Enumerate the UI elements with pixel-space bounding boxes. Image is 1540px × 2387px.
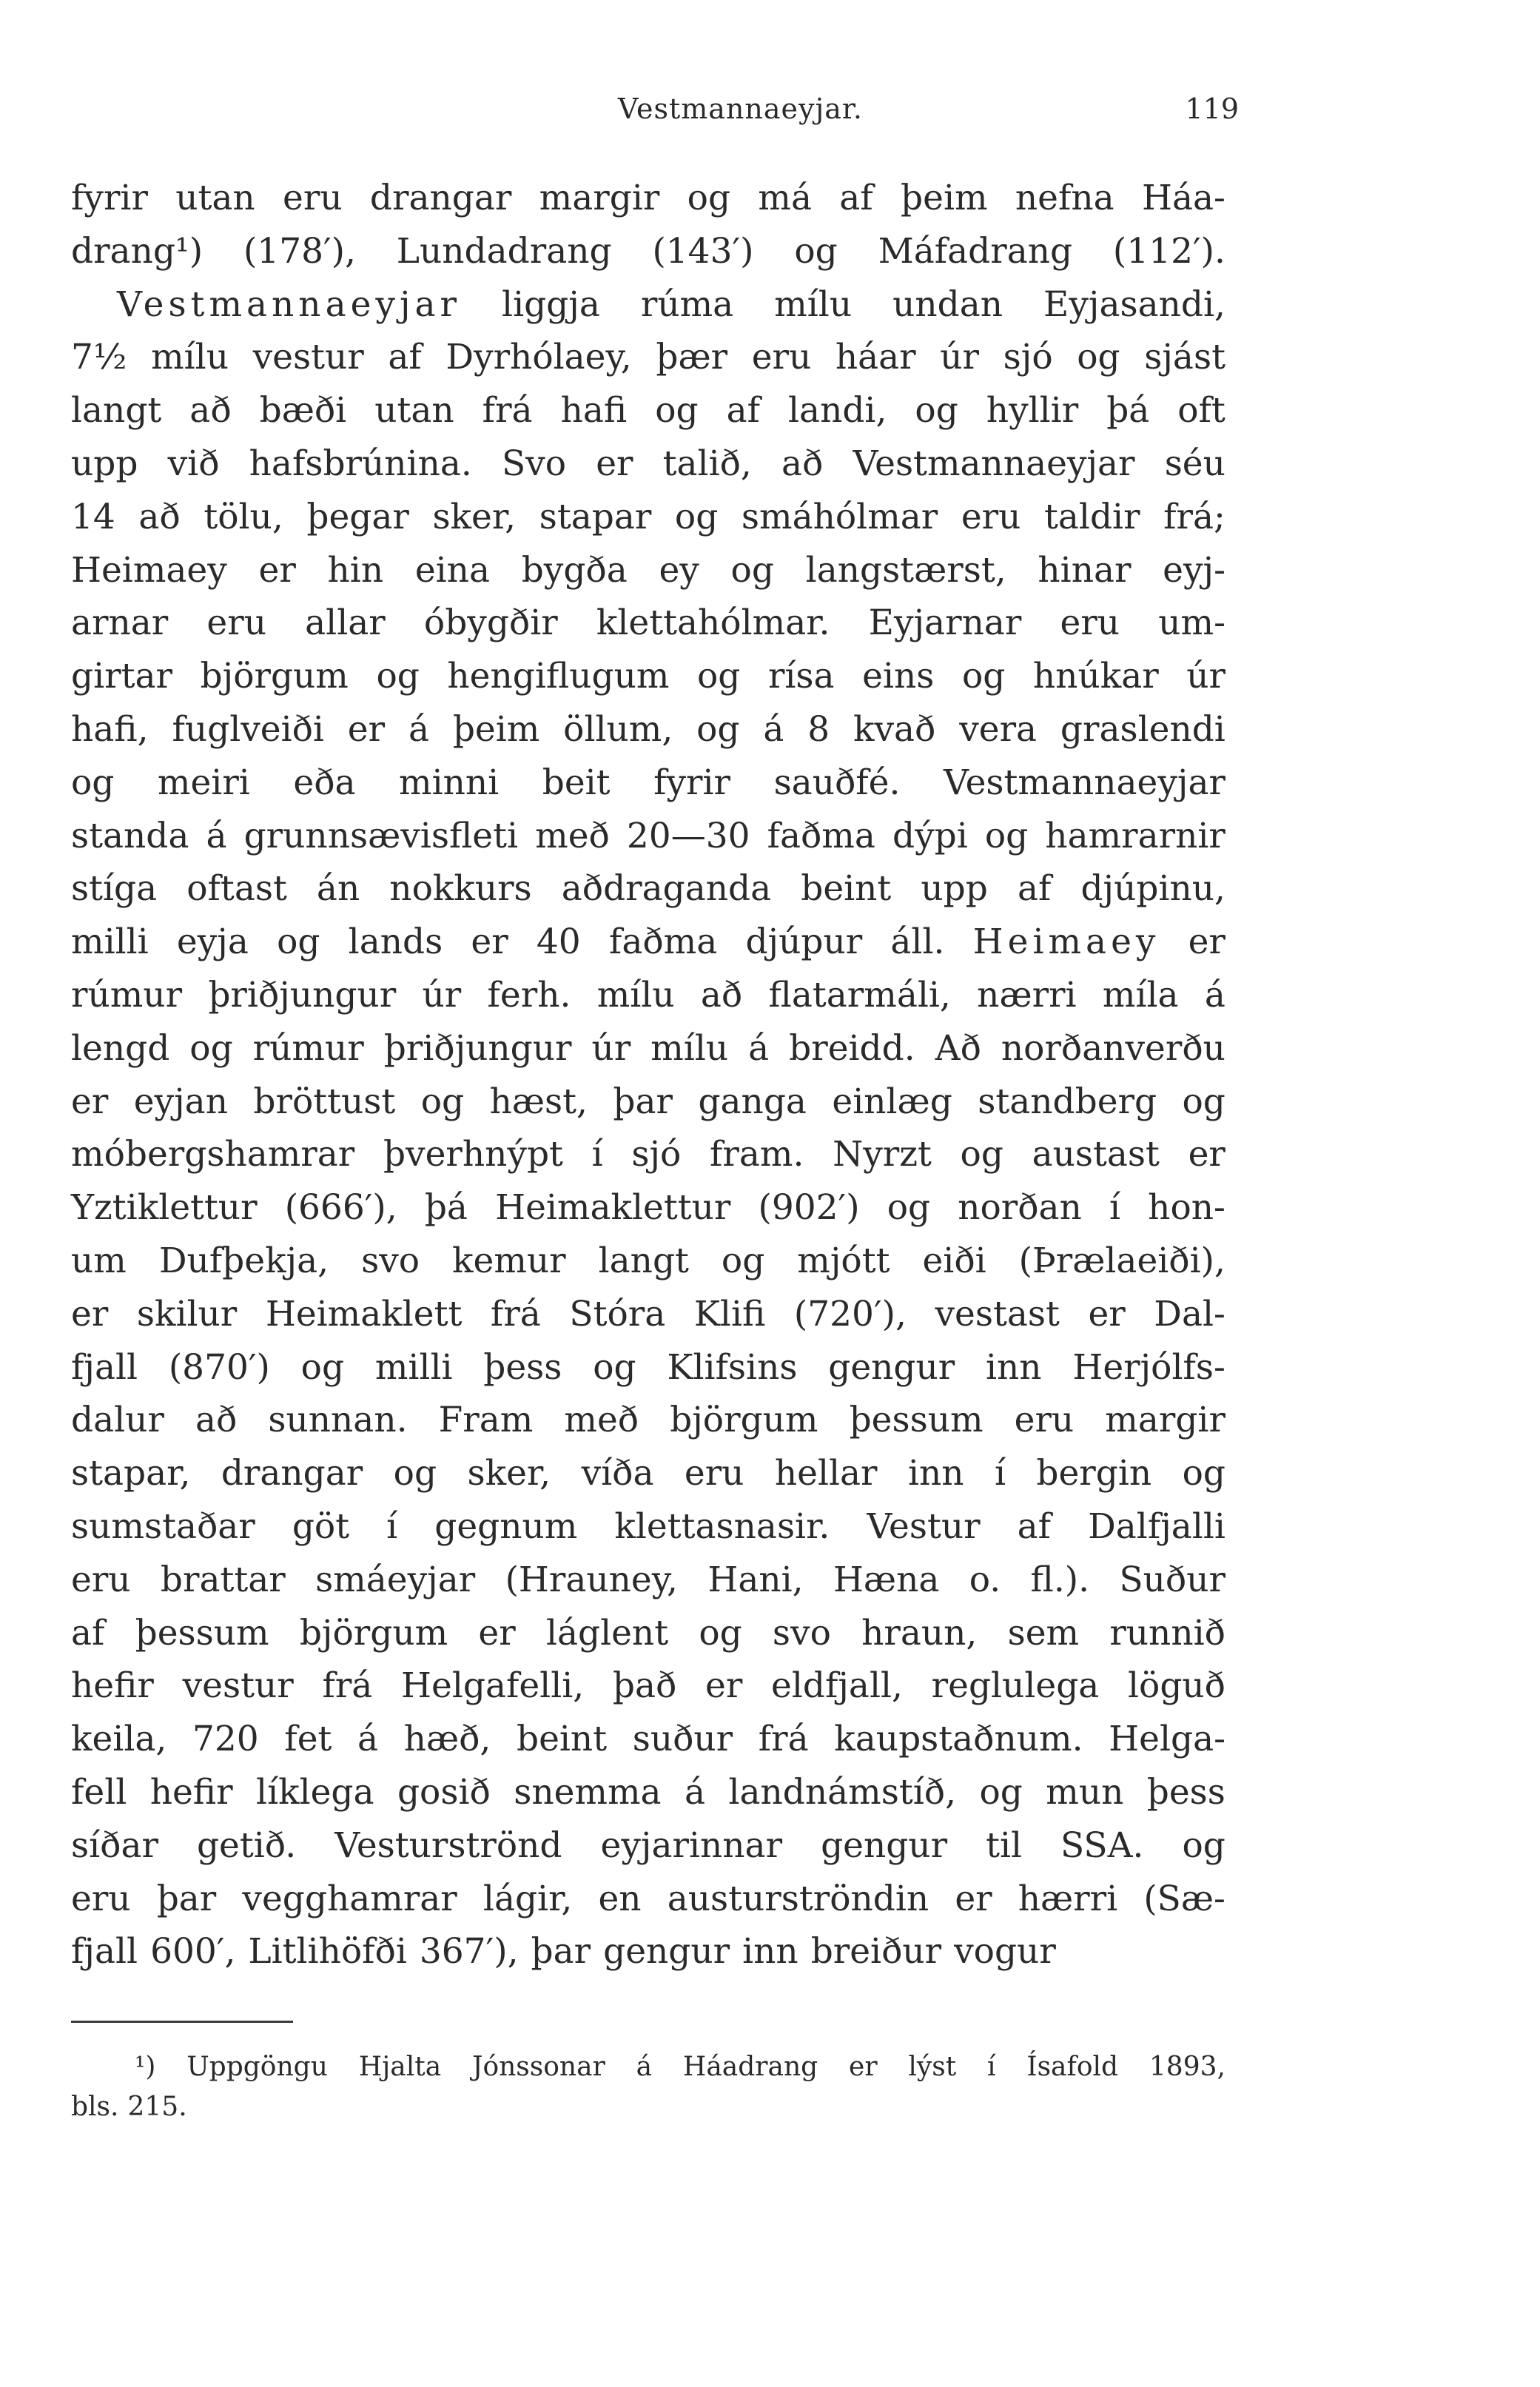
text-line: móbergshamrar þverhnýpt í sjó fram. Nyrzt og austast er [71,1134,1225,1175]
text-line: fell hefir líklega gosið snemma á landnámstíð, og mun þess [71,1771,1225,1813]
text-line: fjall 600′, Litlihöfði 367′), þar gengur inn breiður vogur [71,1931,1056,1973]
text-line: fyrir utan eru drangar margir og má af þeim nefna Háa- [71,178,1225,218]
text-line: Heimaey er hin eina bygða ey og langstærst, hinar eyj- [71,549,1225,591]
text-line: dalur að sunnan. Fram með björgum þessum eru margir [71,1400,1225,1441]
text-line: er skilur Heimaklett frá Stóra Klifi (720′), vestast er Dal- [71,1293,1225,1334]
text-line: um Dufþekja, svo kemur langt og mjótt eiði (Þrælaeiði), [71,1240,1225,1281]
text-line: standa á grunnsævisfleti með 20—30 faðma dýpi og hamrarnir [71,815,1225,856]
text-line: stapar, drangar og sker, víða eru hellar inn í bergin og [71,1453,1225,1494]
text-line: stíga oftast án nokkurs aðdraganda beint upp af djúpinu, [71,868,1225,910]
text-line: langt að bæði utan frá hafi og af landi, og hyllir þá oft [71,390,1225,432]
text-line: af þessum björgum er láglent og svo hraun, sem runnið [71,1612,1225,1654]
text-line: keila, 720 fet á hæð, beint suður frá kaupstaðnum. Helga- [71,1719,1225,1760]
footnote [71,2047,1225,2127]
text-line: 7½ mílu vestur af Dyrhólaey, þær eru háar úr sjó og sjást [71,337,1225,378]
text-line: og meiri eða minni beit fyrir sauðfé. Vestmannaeyjar [71,762,1225,803]
text-line: upp við hafsbrúnina. Svo er talið, að Vestmannaeyjar séu [71,443,1225,484]
text-line: síðar getið. Vesturströnd eyjarinnar gengur til SSA. og [71,1824,1225,1866]
text-line: hefir vestur frá Helgafelli, það er eldfjall, reglulega löguð [71,1665,1225,1707]
text-line: milli eyja og lands er 40 faðma djúpur áll. Heimaey er [71,921,1225,963]
text-line: eru brattar smáeyjar (Hrauney, Hani, Hæna o. fl.). Suður [71,1559,1225,1600]
text-line: Vestmannaeyjar liggja rúma mílu undan Eyjasandi, [117,283,1225,325]
text-line: eru þar vegghamrar lágir, en austurströndin er hærri (Sæ- [71,1878,1225,1919]
page-number: 119 [1185,93,1239,125]
text-line: Yztiklettur (666′), þá Heimaklettur (902′) og norðan í hon- [71,1187,1225,1229]
text-line: sumstaðar göt í gegnum klettasnasir. Vestur af Dalfjalli [71,1505,1225,1547]
footnote-line-1: ¹) Uppgöngu Hjalta Jónssonar á Háadrang er lýst í Ísafold 1893, [135,2052,1225,2082]
text-line: girtar björgum og hengiflugum og rísa eins og hnúkar úr [71,656,1225,697]
text-line: rúmur þriðjungur úr ferh. mílu að flatarmáli, nærri míla á [71,974,1225,1015]
text-line: arnar eru allar óbygðir klettahólmar. Eyjarnar eru um- [71,602,1225,644]
text-line: er eyjan bröttust og hæst, þar ganga einlæg standberg og [71,1081,1225,1122]
footnote-line-2: bls. 215. [71,2092,187,2122]
text-line: hafi, fuglveiði er á þeim öllum, og á 8 kvað vera graslendi [71,708,1225,750]
text-line: fjall (870′) og milli þess og Klifsins gengur inn Herjólfs- [71,1346,1225,1388]
footnote-rule [71,2021,293,2023]
text-line: lengd og rúmur þriðjungur úr mílu á breidd. Að norðanverðu [71,1027,1225,1069]
running-title: Vestmannaeyjar. [618,93,863,125]
text-line: drang¹) (178′), Lundadrang (143′) og Máfadrang (112′). [71,230,1225,272]
text-line: 14 að tölu, þegar sker, stapar og smáhólmar eru taldir frá; [71,496,1225,537]
body-text [71,172,1225,1978]
